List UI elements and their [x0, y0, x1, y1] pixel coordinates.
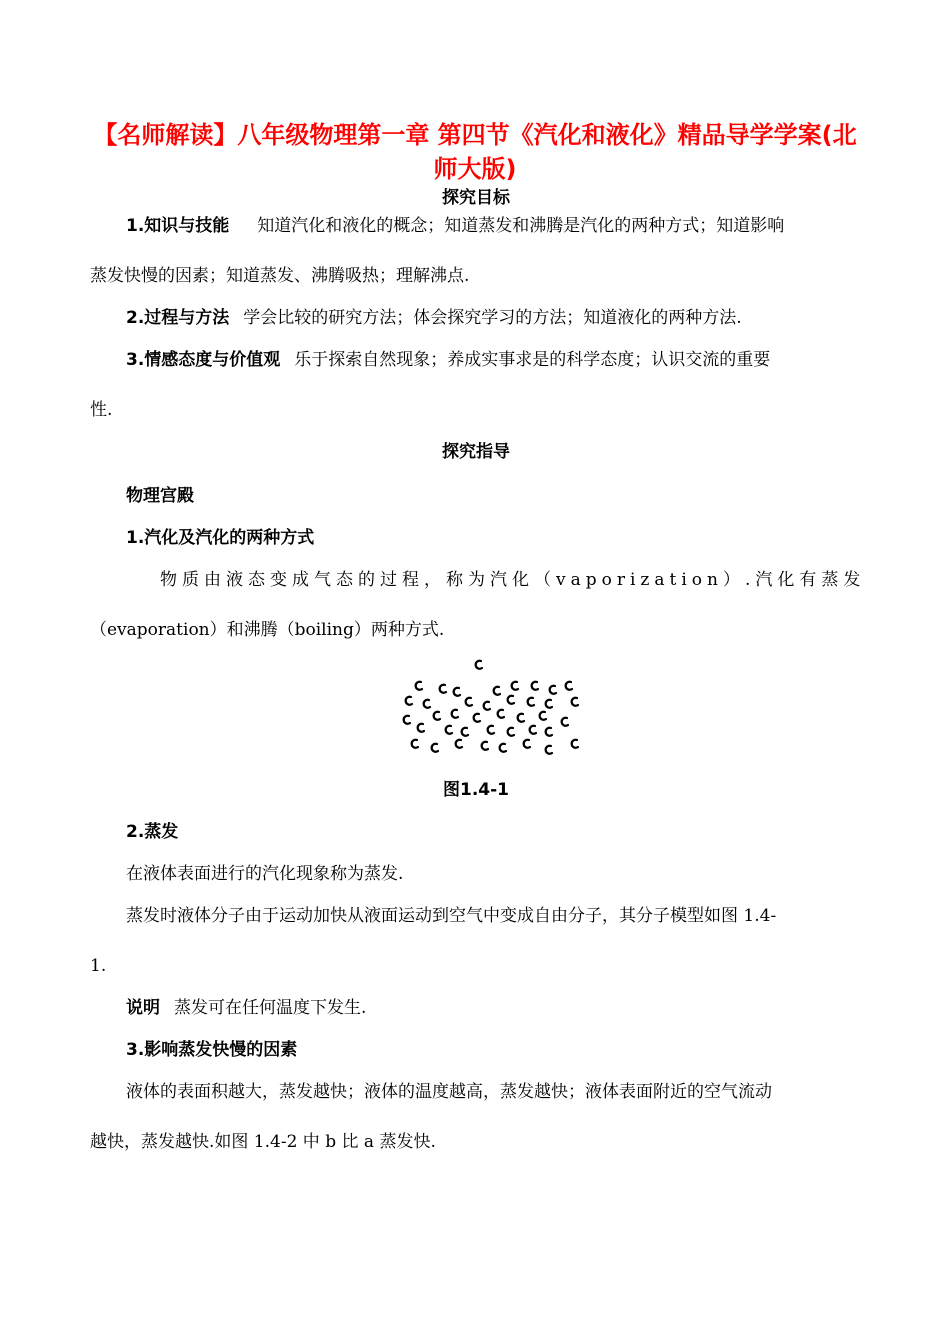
molecule: [498, 710, 504, 718]
molecule: [440, 685, 446, 693]
molecule: [512, 682, 518, 690]
section1-text: 物质由液态变成气态的过程，称为汽化（vaporization）.汽化有蒸发: [160, 570, 866, 590]
molecule: [532, 682, 538, 690]
molecule: [562, 718, 568, 726]
molecule: [424, 700, 430, 708]
molecule: [530, 726, 536, 734]
molecule: [500, 744, 506, 752]
goal3-line: [126, 348, 898, 372]
molecule: [572, 740, 578, 748]
molecule: [550, 686, 556, 694]
molecule: [454, 688, 460, 696]
molecule: [466, 698, 472, 706]
molecule: [484, 702, 490, 710]
molecule: [474, 714, 480, 722]
molecule: [528, 698, 534, 706]
goal3-label: 3.情感态度与价值观: [126, 350, 281, 370]
molecule-figure: [395, 652, 595, 762]
molecule: [432, 744, 438, 752]
molecule: [418, 724, 424, 732]
molecule: [508, 696, 514, 704]
molecule: [546, 746, 552, 754]
molecule: [546, 728, 552, 736]
document-title: 【名师解读】八年级物理第一章 第四节《汽化和液化》精品导学学案(北师大版): [93, 121, 857, 183]
molecule: [416, 682, 422, 690]
heading-guide: 探究指导: [442, 442, 510, 462]
molecule: [566, 682, 572, 690]
section2-paragraph2-cont: 1.: [90, 956, 107, 976]
subheading-palace: 物理宫殿: [126, 486, 194, 506]
molecule: [518, 714, 524, 722]
heading-goals: 探究目标: [442, 188, 510, 208]
section2-title: 2.蒸发: [126, 822, 179, 842]
goal3-text-cont: 性.: [90, 400, 113, 420]
molecule: [434, 712, 440, 720]
molecule: [508, 728, 514, 736]
molecule: [456, 740, 462, 748]
goal1-text: 知道汽化和液化的概念；知道蒸发和沸腾是汽化的两种方式；知道影响: [257, 216, 785, 236]
goal1-line: [126, 214, 898, 238]
molecule: [488, 726, 494, 734]
note-label: 说明: [126, 998, 160, 1018]
section2-paragraph1: 在液体表面进行的汽化现象称为蒸发.: [126, 864, 404, 884]
goal2-text: 学会比较的研究方法；体会探究学习的方法；知道液化的两种方法.: [243, 308, 742, 328]
goal3-text: 乐于探索自然现象；养成实事求是的科学态度；认识交流的重要: [294, 350, 771, 370]
molecule: [482, 742, 488, 750]
molecule: [462, 728, 468, 736]
note-line: [126, 996, 898, 1020]
molecule: [546, 700, 552, 708]
molecule: [404, 716, 410, 724]
note-text: 蒸发可在任何温度下发生.: [174, 998, 367, 1018]
section3-text: 液体的表面积越大，蒸发越快；液体的温度越高，蒸发越快；液体表面附近的空气流动: [126, 1082, 772, 1102]
goal2-line: [126, 306, 898, 330]
molecule: [452, 710, 458, 718]
figure-caption: 图1.4-1: [443, 780, 509, 800]
section1-text-cont: （evaporation）和沸腾（boiling）两种方式.: [90, 620, 445, 640]
section2-paragraph2: 蒸发时液体分子由于运动加快从液面运动到空气中变成自由分子，其分子模型如图 1.4-: [126, 906, 777, 926]
molecule: [412, 740, 418, 748]
molecule: [406, 697, 412, 705]
section3-title: 3.影响蒸发快慢的因素: [126, 1040, 298, 1060]
goal1-text-cont: 蒸发快慢的因素；知道蒸发、沸腾吸热；理解沸点.: [90, 266, 470, 286]
molecule: [494, 687, 500, 695]
molecule: [446, 726, 452, 734]
molecule: [524, 740, 530, 748]
section1-title: 1.汽化及汽化的两种方式: [126, 528, 315, 548]
molecule: [476, 661, 482, 669]
section3-text-cont: 越快，蒸发越快.如图 1.4-2 中 b 比 a 蒸发快.: [90, 1132, 436, 1152]
goal2-label: 2.过程与方法: [126, 308, 230, 328]
goal1-label: 1.知识与技能: [126, 216, 230, 236]
molecule: [540, 712, 546, 720]
molecule: [572, 698, 578, 706]
